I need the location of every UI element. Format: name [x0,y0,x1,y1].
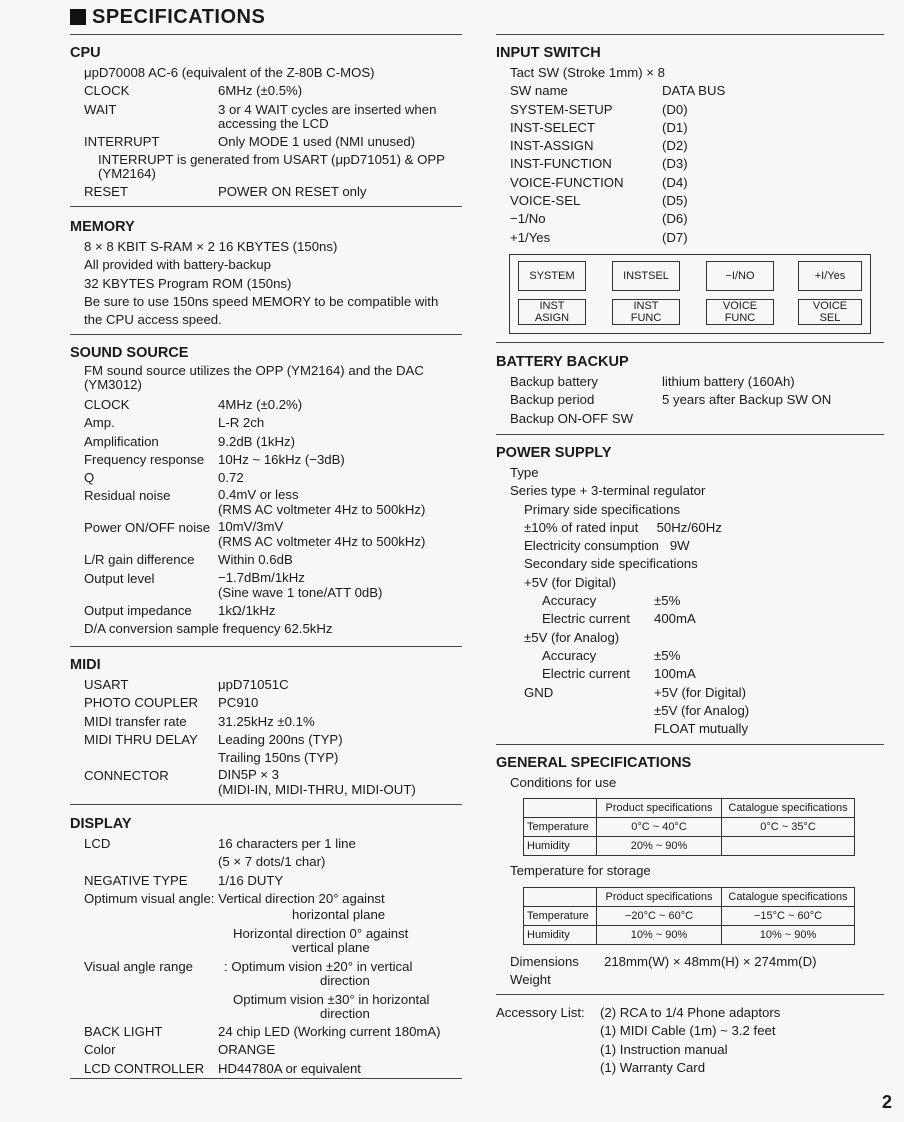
spec-key: BACK LIGHT [84,1024,163,1040]
spec-value: 24 chip LED (Working current 180mA) [218,1024,441,1040]
display-horiz-line: Horizontal direction 0° against [233,926,409,942]
storage-temperature-table [523,887,855,945]
spec-key: Visual angle range [84,959,194,975]
spec-key: Color [84,1042,116,1058]
spec-key [84,749,218,767]
column-header: Catalogue specifications [722,887,855,906]
input-switch-tact: Tact SW (Stroke 1mm) × 8 [510,65,665,80]
panel-button-voice-sel: VOICE SEL [798,299,862,325]
spec-key: Output level [84,570,155,586]
spec-value: 5 years after Backup SW ON [662,392,832,408]
spec-value: ±5% [654,647,681,663]
spec-row [496,82,884,100]
panel-button-system: SYSTEM [518,261,586,291]
table-cell: 0°C ~ 40°C [597,818,722,837]
section-rule [496,34,884,35]
spec-key: NEGATIVE TYPE [84,872,188,888]
display-angle-line: Optimum visual angle: Vertical direction 20° against [84,890,385,906]
power-gnd-line: FLOAT mutually [654,721,749,737]
section-rule [496,744,884,745]
spec-row [496,210,884,228]
spec-key: Amplification [84,433,159,449]
spec-value: Only MODE 1 used (NMI unused) [218,133,416,149]
spec-key: LCD [84,836,111,851]
accessory-row [496,1004,884,1022]
display-horiz-cont: vertical plane [292,940,370,956]
spec-key: RESET [84,183,128,199]
section-rule [496,434,884,435]
spec-value: (D0) [662,101,688,117]
spec-value: 10Hz ~ 16kHz (−3dB) [218,451,345,467]
spec-row [496,174,884,192]
spec-key: Power ON/OFF noise [84,520,211,536]
power-gnd-line: ±5V (for Analog) [654,702,750,718]
accessory-item: (1) Instruction manual [600,1041,728,1057]
panel-button-plus-yes: +I/Yes [798,261,862,291]
column-header: Product specifications [597,887,722,906]
spec-row [70,602,462,620]
cpu-heading: CPU [70,45,101,61]
table-cell: Humidity [524,837,597,856]
display-range-cont: direction [320,973,370,989]
display-range2-cont: direction [320,1006,370,1022]
power-consumption: Electricity consumption 9W [524,538,690,554]
panel-button-instsel: INSTSEL [612,261,680,291]
spec-key: LCD CONTROLLER [84,1060,205,1076]
table-cell: Humidity [524,925,597,944]
memory-heading: MEMORY [70,219,135,235]
spec-key: SW name [510,83,568,99]
panel-button-voice-func: VOICE FUNC [706,299,774,325]
section-rule [496,342,884,343]
spec-row [496,391,884,409]
section-rule [70,1078,462,1079]
spec-value: ORANGE [218,1042,276,1058]
general-storage-label: Temperature for storage [510,863,651,879]
spec-key: INST-ASSIGN [510,138,594,154]
table-row [524,906,855,925]
spec-value: 9.2dB (1kHz) [218,433,295,449]
spec-value [662,410,884,428]
accessory-item: (2) RCA to 1/4 Phone adaptors [600,1005,781,1020]
accessory-label: Accessory List: [496,1005,585,1020]
spec-value: (D4) [662,174,688,190]
spec-value: : Optimum vision ±20° in vertical [224,959,413,975]
table-cell: Temperature [524,906,597,925]
table-cell [722,837,855,856]
section-input-switch [496,44,884,247]
cpu-interrupt-note: INTERRUPT is generated from USART (μpD71051) & OPP (YM2164) [98,151,445,181]
spec-value: (D6) [662,211,688,227]
midi-heading: MIDI [70,657,101,673]
section-rule [496,994,884,995]
power-analog: ±5V (for Analog) [524,629,620,645]
general-weight: Weight [510,971,551,987]
spec-row [496,373,884,391]
power-series: Series type + 3-terminal regulator [510,483,706,499]
spec-key: VOICE-SEL [510,193,581,209]
table-cell: −20°C ~ 60°C [597,906,722,925]
spec-key: CONNECTOR [84,768,169,784]
spec-row [70,1023,462,1041]
spec-row [496,953,884,971]
spec-row [496,610,884,628]
spec-row [496,665,884,683]
spec-value: 0.4mV or less (RMS AC voltmeter 4Hz to 500kHz) [218,487,426,518]
power-secondary: Secondary side specifications [524,556,698,572]
spec-value: POWER ON RESET only [218,183,367,199]
spec-value: 1/16 DUTY [218,872,284,888]
panel-button-inst-func: INST FUNC [612,299,680,325]
spec-row [70,101,462,131]
spec-value: Trailing 150ns (TYP) [218,750,339,766]
spec-key: INST-SELECT [510,119,596,135]
power-rated: ±10% of rated input 50Hz/60Hz [524,519,722,535]
spec-key: VOICE-FUNCTION [510,174,624,190]
spec-key: MIDI THRU DELAY [84,731,198,747]
title-rule [70,34,462,35]
spec-key: Amp. [84,415,115,431]
section-battery-backup [496,353,884,428]
spec-value: Within 0.6dB [218,552,293,568]
use-conditions-table [523,798,855,856]
spec-value: 400mA [654,611,696,627]
spec-value: 6MHz (±0.5%) [218,83,303,99]
spec-row [70,731,462,749]
spec-value: +5V (for Digital) [654,684,746,700]
spec-row [70,469,462,487]
display-range2: Optimum vision ±30° in horizontal [233,992,430,1008]
spec-key: GND [524,684,554,700]
spec-row [70,959,462,974]
title-square-icon [70,9,86,25]
spec-row [496,137,884,155]
spec-key: WAIT [84,101,117,117]
panel-button-inst-asign: INST ASIGN [518,299,586,325]
page-title [70,8,265,26]
spec-value: 3 or 4 WAIT cycles are inserted when accessing the LCD [218,101,437,131]
section-cpu [70,44,462,201]
spec-value: DIN5P × 3 (MIDI-IN, MIDI-THRU, MIDI-OUT) [218,767,416,798]
spec-value: μpD71051C [218,677,289,692]
spec-row [70,414,462,432]
table-cell: 10% ~ 90% [722,925,855,944]
page-title-text: SPECIFICATIONS [92,6,266,28]
spec-row [70,451,462,469]
spec-key: Accuracy [542,593,597,609]
battery-heading: BATTERY BACKUP [496,354,629,370]
sound-da-line: D/A conversion sample frequency 62.5kHz [84,621,333,637]
table-header-row [524,799,855,818]
section-rule [70,804,462,805]
spec-key: USART [84,677,129,692]
panel-button-minus-no: −I/NO [706,261,774,291]
spec-value: 100mA [654,666,696,682]
column-header: Product specifications [597,799,722,818]
spec-value: 0.72 [218,470,244,486]
spec-row [70,713,462,731]
spec-row [70,433,462,451]
spec-key: Electric current [542,666,630,682]
spec-key: Backup battery [510,374,598,389]
spec-value: (D5) [662,193,688,209]
spec-row [70,853,462,871]
column-header: Catalogue specifications [722,799,855,818]
general-heading: GENERAL SPECIFICATIONS [496,755,692,771]
spec-key: Dimensions [510,953,579,969]
spec-row [496,155,884,173]
sound-heading: SOUND SOURCE [70,345,189,361]
spec-key: INST-FUNCTION [510,156,612,172]
display-angle-cont: horizontal plane [292,907,386,923]
table-cell: 0°C ~ 35°C [722,818,855,837]
spec-key: SYSTEM-SETUP [510,101,613,117]
section-rule [70,334,462,335]
spec-row [70,872,462,890]
table-cell: Temperature [524,818,597,837]
spec-row [70,183,462,201]
general-use-label: Conditions for use [510,775,617,790]
table-row [524,837,855,856]
spec-value: L-R 2ch [218,415,265,431]
accessory-item: (1) MIDI Cable (1m) ~ 3.2 feet [600,1023,776,1039]
spec-key: Backup period [510,392,595,408]
spec-key: Accuracy [542,647,597,663]
section-rule [70,206,462,207]
spec-value: (5 × 7 dots/1 char) [218,854,326,870]
spec-row [70,570,462,600]
section-midi [70,656,462,799]
spec-key: Q [84,470,95,486]
sound-intro: FM sound source utilizes the OPP (YM2164) and the DAC (YM3012) [84,363,424,392]
section-display [70,815,462,1078]
section-power-supply [496,444,884,738]
section-accessory-list [496,1004,884,1077]
spec-row [496,229,884,247]
spec-value: 10mV/3mV (RMS AC voltmeter 4Hz to 500kHz) [218,519,426,550]
power-type: Type [510,465,539,480]
page-number: 2 [881,1092,892,1112]
spec-value: HD44780A or equivalent [218,1060,361,1076]
spec-value: 218mm(W) × 48mm(H) × 274mm(D) [604,953,817,969]
spec-row [496,592,884,610]
memory-line: 32 KBYTES Program ROM (150ns) [84,275,292,291]
spec-value: lithium battery (160Ah) [662,374,795,389]
spec-key: Residual noise [84,488,171,504]
spec-value: 16 characters per 1 line [218,836,356,851]
spec-row [70,519,462,549]
spec-value: −1.7dBm/1kHz (Sine wave 1 tone/ATT 0dB) [218,569,383,600]
spec-row [70,487,462,517]
spec-value: DATA BUS [662,83,726,99]
power-digital: +5V (for Digital) [524,574,616,590]
spec-row [70,396,462,414]
spec-key: −1/No [510,211,546,227]
spec-value: 31.25kHz ±0.1% [218,713,315,729]
table-cell: 10% ~ 90% [597,925,722,944]
spec-key: PHOTO COUPLER [84,695,199,711]
table-header-row [524,887,855,906]
spec-row [496,647,884,665]
spec-row [496,101,884,119]
spec-value: ±5% [654,593,681,609]
spec-key: Output impedance [84,602,192,618]
memory-line: 8 × 8 KBIT S-RAM × 2 16 KBYTES (150ns) [84,239,338,254]
memory-line: the CPU access speed. [84,312,222,328]
spec-row [70,1041,462,1059]
spec-key: L/R gain difference [84,552,195,568]
spec-value: (D7) [662,229,688,245]
section-rule [70,646,462,647]
spec-key: CLOCK [84,397,130,412]
spec-row [70,767,462,797]
table-cell: 20% ~ 90% [597,837,722,856]
memory-line: Be sure to use 150ns speed MEMORY to be compatible with [84,293,439,309]
section-memory [70,218,462,329]
spec-value: PC910 [218,695,259,711]
cpu-chip: μpD70008 AC-6 (equivalent of the Z-80B C-MOS) [84,65,375,80]
spec-value: 4MHz (±0.2%) [218,397,303,412]
spec-row [70,1060,462,1078]
spec-key: +1/Yes [510,229,551,245]
spec-row [496,119,884,137]
spec-row [70,82,462,100]
memory-line: All provided with battery-backup [84,257,271,273]
spec-key: CLOCK [84,83,130,99]
table-row [524,925,855,944]
accessory-item: (1) Warranty Card [600,1059,706,1075]
table-row [524,818,855,837]
section-sound-source [70,344,462,638]
spec-row [70,749,462,767]
spec-row [70,133,462,151]
spec-row [70,676,462,694]
spec-key: MIDI transfer rate [84,713,187,729]
spec-key: Frequency response [84,451,205,467]
spec-value: (D3) [662,156,688,172]
table-cell: −15°C ~ 60°C [722,906,855,925]
input-switch-heading: INPUT SWITCH [496,45,601,61]
spec-row [496,192,884,210]
spec-key: Backup ON-OFF SW [510,410,634,426]
spec-value: 1kΩ/1kHz [218,602,276,618]
spec-row [70,694,462,712]
spec-row [496,684,884,702]
section-general-specifications [496,754,884,989]
spec-row [496,410,884,428]
power-heading: POWER SUPPLY [496,445,612,461]
display-heading: DISPLAY [70,816,132,832]
spec-value: (D1) [662,119,688,135]
switch-panel-diagram [509,254,871,334]
spec-value: Leading 200ns (TYP) [218,731,343,747]
spec-key: INTERRUPT [84,133,160,149]
spec-value: (D2) [662,138,688,154]
spec-row [70,551,462,569]
spec-row [70,835,462,853]
spec-key: Electric current [542,611,630,627]
power-primary: Primary side specifications [524,501,681,517]
